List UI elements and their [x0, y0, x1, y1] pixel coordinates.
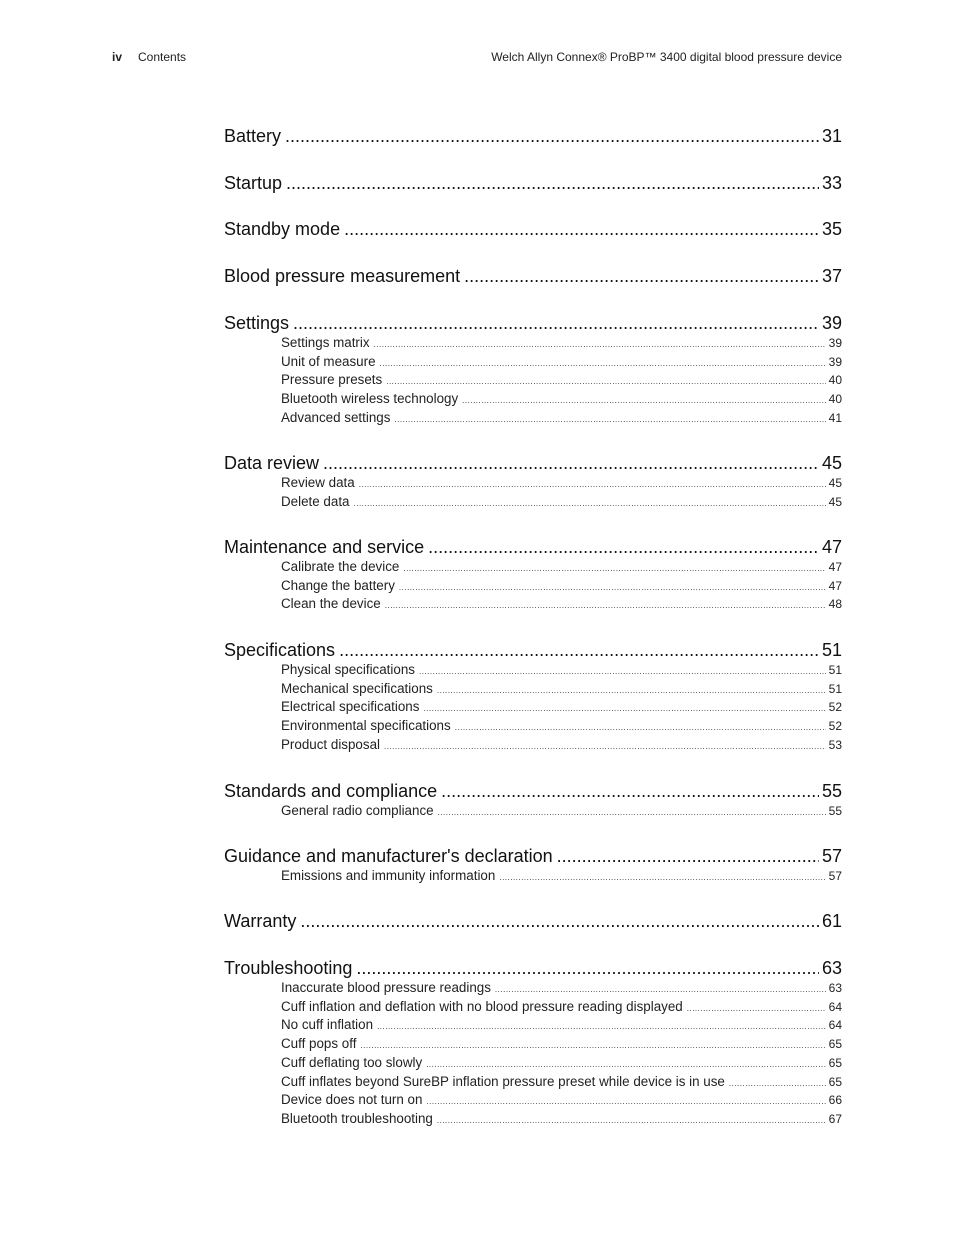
- toc-sub-title: Device does not turn on: [281, 1092, 423, 1108]
- toc-sub-link[interactable]: [281, 577, 842, 596]
- toc-main-page: 39: [821, 313, 842, 333]
- toc-main-title: Blood pressure measurement: [224, 266, 461, 286]
- toc-entry: [224, 844, 842, 883]
- dot-leader: [399, 577, 826, 596]
- toc-sub-title: Electrical specifications: [281, 699, 420, 715]
- toc-main-page: 37: [821, 266, 842, 286]
- toc-main-title: Troubleshooting: [224, 958, 353, 978]
- toc-sub-page: 52: [828, 719, 842, 734]
- document-title: Welch Allyn Connex® ProBP™ 3400 digital blood pressure device: [491, 50, 842, 64]
- toc-main-page: 45: [821, 453, 842, 473]
- toc-sub-page: 41: [828, 410, 842, 425]
- dot-leader: [499, 867, 825, 886]
- toc-sub-title: Inaccurate blood pressure readings: [281, 980, 491, 995]
- toc-main-page: 55: [821, 781, 842, 801]
- toc-sub-link[interactable]: [281, 1016, 842, 1035]
- toc-main-title: Maintenance and service: [224, 537, 425, 557]
- toc-sub-page: 52: [828, 700, 842, 715]
- section-name: Contents: [138, 50, 187, 64]
- toc-sub-page: 57: [828, 869, 842, 883]
- dot-leader: [464, 264, 819, 288]
- toc-main-link[interactable]: [224, 779, 842, 803]
- toc-sub-page: 51: [828, 681, 842, 696]
- toc-entry: [224, 217, 842, 241]
- toc-main-page: 31: [821, 126, 842, 146]
- toc-sub-page: 45: [828, 494, 842, 509]
- dot-leader: [403, 558, 825, 577]
- toc-entry: [224, 535, 842, 612]
- toc-main-page: 57: [821, 846, 842, 866]
- dot-leader: [356, 956, 819, 980]
- toc-sub-title: Review data: [281, 475, 355, 490]
- dot-leader: [438, 802, 826, 821]
- toc-main-page: 35: [821, 219, 842, 239]
- toc-sub-link[interactable]: [281, 717, 842, 736]
- toc-sub-link[interactable]: [281, 474, 842, 493]
- dot-leader: [437, 680, 826, 699]
- toc-sub-title: Change the battery: [281, 577, 395, 593]
- toc-sub-title: Cuff pops off: [281, 1036, 357, 1052]
- toc-sub-link[interactable]: [281, 1035, 842, 1054]
- toc-sub-title: Cuff inflation and deflation with no blood pressure reading displayed: [281, 998, 683, 1014]
- dot-leader: [423, 698, 825, 717]
- dot-leader: [300, 909, 819, 933]
- toc-main-link[interactable]: [224, 264, 842, 288]
- toc-main-title: Warranty: [224, 911, 297, 931]
- toc-entry: [224, 124, 842, 148]
- toc-sub-page: 55: [828, 804, 842, 818]
- toc-sub-page: 51: [828, 663, 842, 677]
- dot-leader: [339, 638, 819, 662]
- dot-leader: [428, 535, 819, 559]
- dot-leader: [386, 371, 825, 390]
- toc-main-link[interactable]: [224, 311, 842, 335]
- toc-sub-link[interactable]: [281, 698, 842, 717]
- dot-leader: [360, 1035, 825, 1054]
- toc-sub-page: 45: [828, 476, 842, 490]
- toc-main-link[interactable]: [224, 124, 842, 148]
- toc-main-title: Guidance and manufacturer's declaration: [224, 846, 553, 866]
- toc-sub-title: Delete data: [281, 493, 350, 509]
- toc-sub-link[interactable]: [281, 802, 842, 821]
- dot-leader: [354, 493, 826, 512]
- toc-sub-page: 39: [828, 336, 842, 350]
- dot-leader: [323, 451, 819, 475]
- toc-sub-page: 47: [828, 560, 842, 574]
- dot-leader: [293, 311, 819, 335]
- dot-leader: [426, 1091, 825, 1110]
- dot-leader: [437, 1110, 826, 1129]
- toc-sub-page: 53: [828, 737, 842, 752]
- toc-sub-title: No cuff inflation: [281, 1017, 374, 1033]
- page-number: iv: [112, 50, 123, 64]
- toc-sub-link[interactable]: [281, 334, 842, 353]
- toc-sub-link[interactable]: [281, 353, 842, 372]
- toc-main-link[interactable]: [224, 638, 842, 662]
- toc-sub-link[interactable]: [281, 736, 842, 755]
- toc-sub-page: 48: [828, 597, 842, 612]
- toc-sub-title: Product disposal: [281, 736, 380, 752]
- toc-sub-link[interactable]: [281, 409, 842, 428]
- toc-sub-page: 67: [828, 1111, 842, 1126]
- toc-sub-page: 65: [828, 1074, 842, 1089]
- toc-sub-page: 65: [828, 1037, 842, 1052]
- dot-leader: [377, 1016, 826, 1035]
- dot-leader: [380, 353, 826, 372]
- toc-main-page: 63: [821, 958, 842, 978]
- dot-leader: [394, 409, 825, 428]
- toc-main-page: 33: [821, 173, 842, 193]
- toc-main-link[interactable]: [224, 217, 842, 241]
- toc-entry: [224, 956, 842, 1126]
- dot-leader: [557, 844, 819, 868]
- toc-main-title: Settings: [224, 313, 290, 333]
- toc-sub-link[interactable]: [281, 1054, 842, 1073]
- toc-main-link[interactable]: [224, 956, 842, 980]
- toc-sub-link[interactable]: [281, 867, 842, 886]
- toc-sub-link[interactable]: [281, 979, 842, 998]
- toc-sub-link[interactable]: [281, 558, 842, 577]
- toc-sub-title: Calibrate the device: [281, 559, 400, 574]
- dot-leader: [384, 736, 826, 755]
- dot-leader: [344, 217, 819, 241]
- toc-entry: [224, 311, 842, 425]
- toc-sub-title: Advanced settings: [281, 409, 391, 425]
- toc-sub-page: 63: [828, 981, 842, 995]
- toc-sub-page: 66: [828, 1093, 842, 1108]
- running-header: [112, 50, 842, 68]
- toc-sub-title: Emissions and immunity information: [281, 868, 496, 883]
- dot-leader: [687, 998, 826, 1017]
- toc-main-page: 61: [821, 911, 842, 931]
- toc-entry: [224, 171, 842, 195]
- dot-leader: [374, 334, 826, 353]
- toc-sub-link[interactable]: [281, 1073, 842, 1092]
- toc-main-link[interactable]: [224, 451, 842, 475]
- toc-sub-link[interactable]: [281, 390, 842, 409]
- toc-sub-page: 40: [828, 392, 842, 407]
- toc-main-link[interactable]: [224, 171, 842, 195]
- toc-main-title: Battery: [224, 126, 282, 146]
- toc-sub-title: Mechanical specifications: [281, 680, 433, 696]
- toc-sub-link[interactable]: [281, 1091, 842, 1110]
- toc-entry: [224, 264, 842, 288]
- toc-main-link[interactable]: [224, 909, 842, 933]
- toc-main-link[interactable]: [224, 844, 842, 868]
- toc-sub-title: Physical specifications: [281, 662, 415, 677]
- toc-entry: [224, 909, 842, 933]
- toc-main-title: Standby mode: [224, 219, 341, 239]
- dot-leader: [359, 474, 826, 493]
- toc-sub-title: Cuff deflating too slowly: [281, 1054, 423, 1070]
- toc-sub-page: 64: [828, 999, 842, 1014]
- toc-sub-page: 65: [828, 1055, 842, 1070]
- toc-sub-page: 47: [828, 578, 842, 593]
- toc-entry: [224, 638, 842, 752]
- toc-sub-link[interactable]: [281, 595, 842, 614]
- toc-sub-link[interactable]: [281, 661, 842, 680]
- dot-leader: [385, 595, 826, 614]
- toc-entry: [224, 779, 842, 818]
- dot-leader: [455, 717, 826, 736]
- toc-main-title: Specifications: [224, 640, 336, 660]
- dot-leader: [462, 390, 825, 409]
- dot-leader: [426, 1054, 825, 1073]
- toc-sub-title: Unit of measure: [281, 353, 376, 369]
- toc-sub-title: Bluetooth wireless technology: [281, 391, 459, 407]
- toc-sub-link[interactable]: [281, 371, 842, 390]
- toc-sub-link[interactable]: [281, 1110, 842, 1129]
- toc-sub-title: Cuff inflates beyond SureBP inflation pressure preset while device is in use: [281, 1073, 725, 1089]
- toc-main-page: 47: [821, 537, 842, 557]
- toc-sub-link[interactable]: [281, 998, 842, 1017]
- toc-sub-title: Bluetooth troubleshooting: [281, 1110, 433, 1126]
- dot-leader: [495, 979, 826, 998]
- dot-leader: [286, 171, 819, 195]
- toc-sub-title: Environmental specifications: [281, 718, 451, 734]
- toc-sub-title: Pressure presets: [281, 372, 383, 388]
- dot-leader: [729, 1073, 826, 1092]
- toc-main-title: Data review: [224, 453, 320, 473]
- dot-leader: [441, 779, 819, 803]
- toc-sub-page: 39: [828, 354, 842, 369]
- dot-leader: [285, 124, 819, 148]
- toc-main-link[interactable]: [224, 535, 842, 559]
- dot-leader: [419, 661, 826, 680]
- toc-sub-title: General radio compliance: [281, 803, 434, 818]
- toc-main-title: Standards and compliance: [224, 781, 438, 801]
- toc-sub-page: 40: [828, 373, 842, 388]
- toc-sub-title: Settings matrix: [281, 335, 370, 350]
- toc-sub-page: 64: [828, 1018, 842, 1033]
- toc-main-title: Startup: [224, 173, 283, 193]
- toc-entry: [224, 451, 842, 509]
- toc-sub-link[interactable]: [281, 680, 842, 699]
- toc-main-page: 51: [821, 640, 842, 660]
- toc-sub-link[interactable]: [281, 493, 842, 512]
- toc-sub-title: Clean the device: [281, 596, 381, 612]
